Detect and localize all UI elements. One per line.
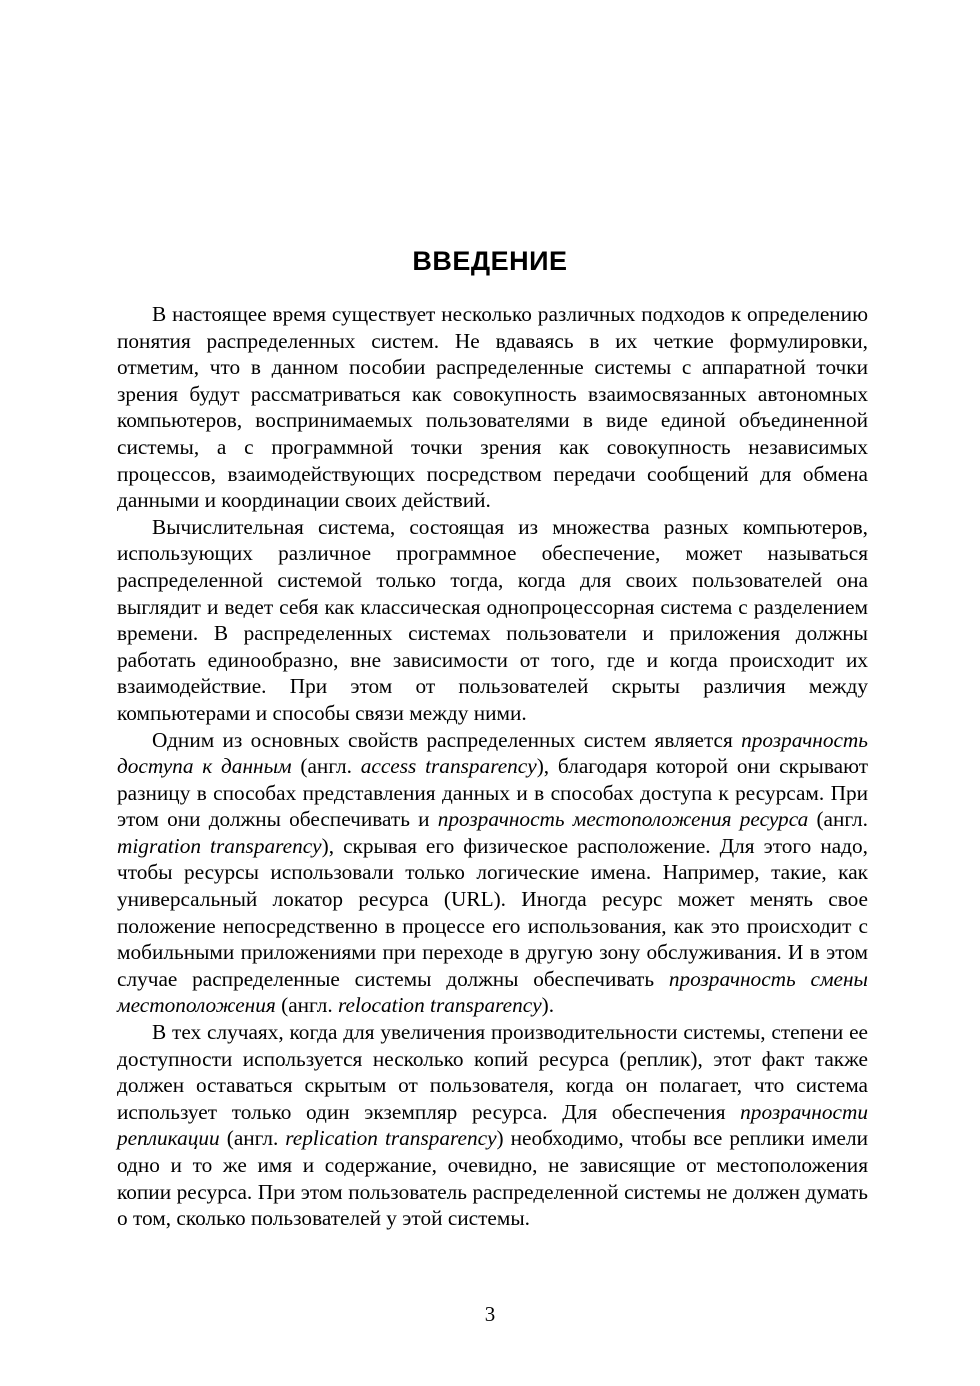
paragraph	[117, 1019, 868, 1232]
text-segment: ).	[541, 993, 555, 1018]
text-segment: (англ.	[219, 1126, 286, 1151]
text-segment: ), благодаря которой они скрывают разницу в способах представления данных и в способах доступа к ресурсам. При этом они должны обеспечивать и	[117, 754, 869, 832]
text-segment: (англ.	[275, 993, 338, 1018]
text-segment: ) необходимо, чтобы все реплики имели одно и то же имя и содержание, очевидно, не зависящие от местоположения копии ресурса. При этом пользователь распределенной системы не должен думать о том, сколько пользователей у этой системы.	[117, 1126, 868, 1231]
text-segment: В настоящее время существует несколько различных подходов к определению понятия распределенных систем. Не вдаваясь в их четкие формулировки, отметим, что в данном пособии распределенные системы с аппаратной точки зрения будут рассматриваться как совокупность взаимосвязанных автономных компьютеров, воспринимаемых пользователями в виде единой объединенной системы, а с программной точки зрения как совокупность независимых процессов, взаимодействующих посредством передачи сообщений для обмена данными и координации своих действий.	[117, 302, 868, 513]
text-segment: Одним из основных свойств распределенных систем является	[152, 727, 742, 752]
italic-term: migration transparency	[117, 833, 322, 858]
italic-term: прозрачность доступа к данным	[117, 727, 868, 779]
text-segment: Вычислительная система, состоящая из множества разных компьютеров, использующих различное программное обеспечение, может называться распределенной системой только тогда, когда для своих пользователей она выглядит и ведет себя как классическая однопроцессорная система с разделением времени. В распределенных системах пользователи и приложения должны работать единообразно, вне зависимости от того, где и когда происходит их взаимодействие. При этом от пользователей скрыты различия между компьютерами и способы связи между ними.	[117, 514, 868, 725]
text-segment: (англ.	[291, 754, 361, 779]
paragraph	[117, 727, 868, 1020]
italic-term: relocation transparency	[337, 993, 542, 1018]
paragraph	[117, 514, 868, 727]
text-segment: ), скрывая его физическое расположение. Для этого надо, чтобы ресурсы использовали только логические имена. Например, такие, как универсальный локатор ресурса (URL). Иногда ресурс может менять свое положение непосредственно в процессе его использования, как это происходит с мобильными приложениями при переходе в другую зону обслуживания. И в этом случае распределенные системы должны обеспечивать	[117, 833, 868, 991]
italic-term: прозрачность местоположения ресурса	[437, 807, 809, 832]
paragraph	[117, 301, 868, 514]
text-segment: (англ.	[808, 807, 868, 832]
page-number: 3	[484, 1302, 496, 1326]
page-title: ВВЕДЕНИЕ	[412, 246, 568, 276]
italic-term: access transparency	[360, 754, 537, 779]
italic-term: прозрачности репликации	[117, 1099, 868, 1151]
text-segment: В тех случаях, когда для увеличения производительности системы, степени ее доступности используется несколько копий ресурса (реплик), этот факт также должен оставаться скрытым от пользователя, когда он полагает, что система использует только один экземпляр ресурса. Для обеспечения	[117, 1020, 868, 1124]
italic-term: replication transparency	[285, 1126, 497, 1151]
italic-term: прозрачность смены местоположения	[117, 966, 868, 1018]
body-text	[117, 301, 868, 1232]
